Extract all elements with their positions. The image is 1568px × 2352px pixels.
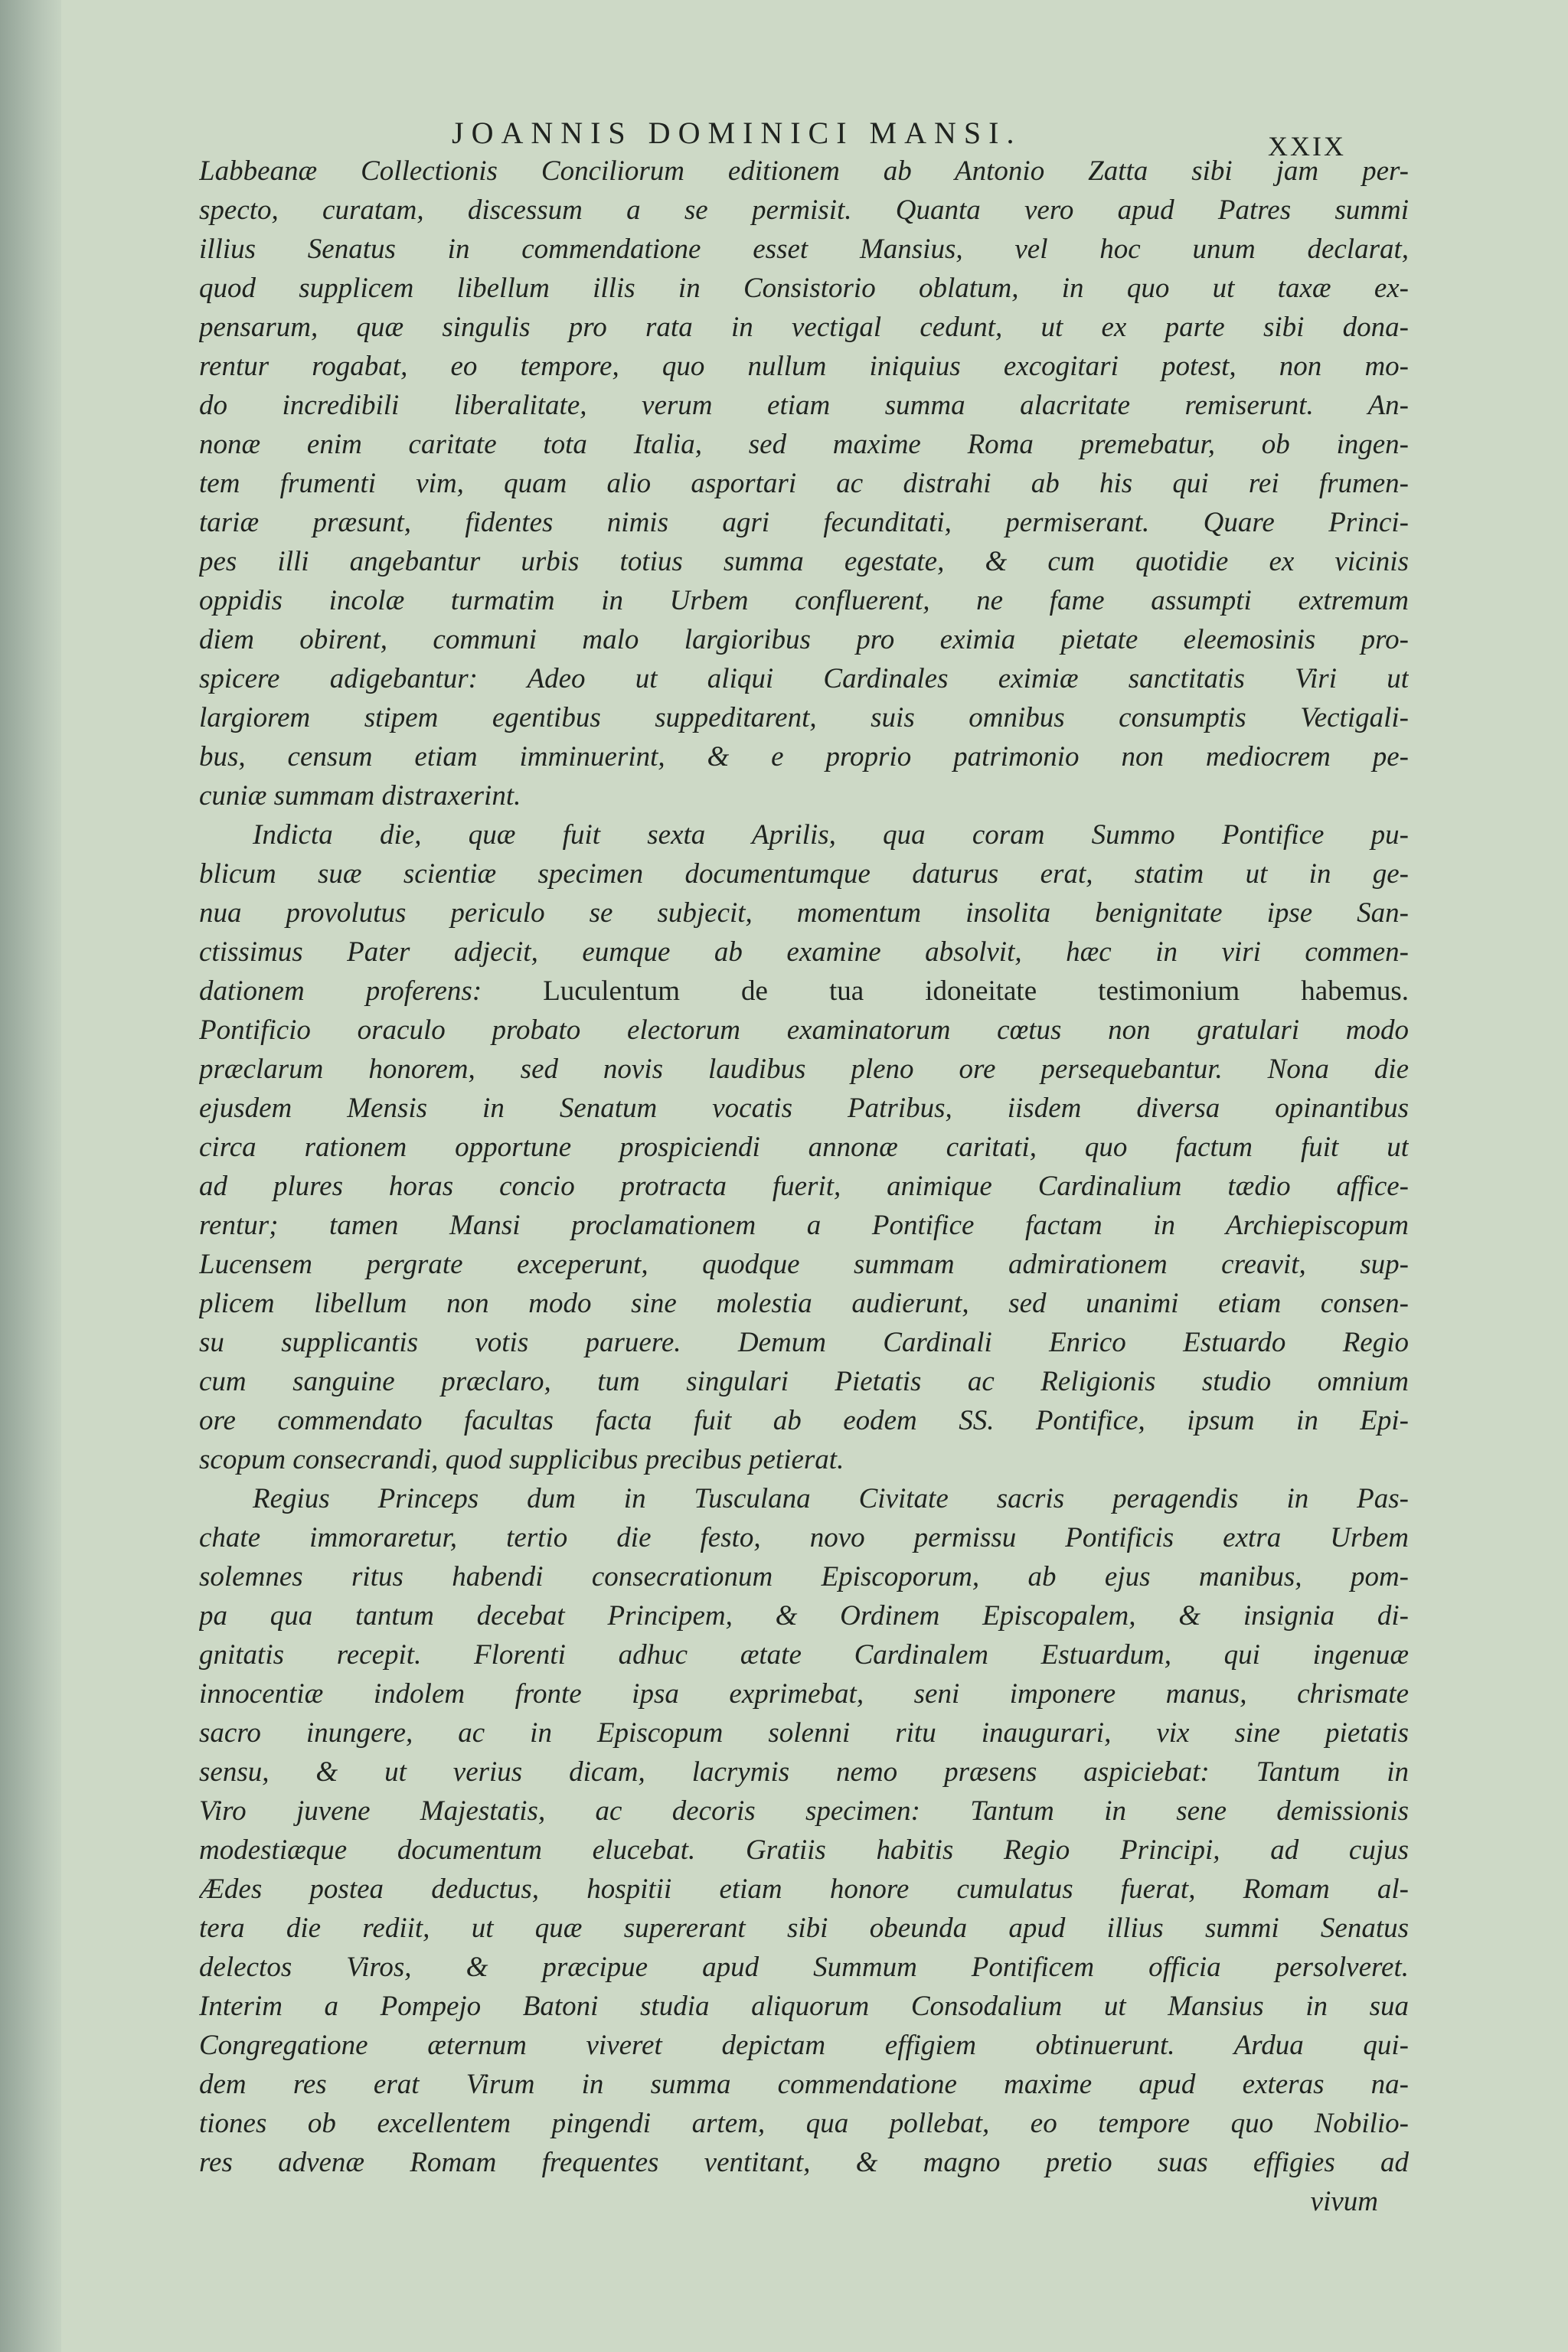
- text-line: delectos Viros, & præcipue apud Summum Pontificem officia persolveret.: [199, 1952, 1409, 1983]
- text-line: præclarum honorem, sed novis laudibus pleno ore persequebantur. Nona die: [199, 1054, 1409, 1085]
- paragraph-first-line: Regius Princeps dum in Tusculana Civitate sacris peragendis in Pas-: [253, 1483, 1409, 1514]
- text-line: illius Senatus in commendatione esset Mansius, vel hoc unum declarat,: [199, 234, 1409, 265]
- text-line: res advenæ Romam frequentes ventitant, & magno pretio suas effigies ad: [199, 2147, 1409, 2178]
- text-line: Labbeanæ Collectionis Conciliorum editionem ab Antonio Zatta sibi jam per-: [199, 155, 1409, 187]
- text-line: nonæ enim caritate tota Italia, sed maxime Roma premebatur, ob ingen-: [199, 429, 1409, 460]
- catchword: vivum: [1310, 2186, 1378, 2217]
- paragraph-end-line: cuniæ summam distraxerint.: [199, 780, 521, 812]
- text-line: pes illi angebantur urbis totius summa egestate, & cum quotidie ex vicinis: [199, 546, 1409, 577]
- text-line: dem res erat Virum in summa commendatione maxime apud exteras na-: [199, 2069, 1409, 2100]
- text-line: diem obirent, communi malo largioribus pro eximia pietate eleemosinis pro-: [199, 624, 1409, 655]
- text-line: gnitatis recepit. Florenti adhuc ætate Cardinalem Estuardum, qui ingenuæ: [199, 1639, 1409, 1671]
- text-line: pensarum, quæ singulis pro rata in vectigal cedunt, ut ex parte sibi dona-: [199, 312, 1409, 343]
- papal-quote: Luculentum de tua idoneitate testimonium habemus.: [543, 975, 1409, 1007]
- text-line: sacro inungere, ac in Episcopum solenni ritu inaugurari, vix sine pietatis: [199, 1717, 1409, 1749]
- book-gutter: [0, 0, 61, 2352]
- book-page: [61, 0, 1568, 2352]
- text-line: Lucensem pergrate exceperunt, quodque summam admirationem creavit, sup-: [199, 1249, 1409, 1280]
- text-line: specto, curatam, discessum a se permisit. Quanta vero apud Patres summi: [199, 194, 1409, 226]
- body-text: [199, 152, 1409, 2221]
- text-line: Interim a Pompejo Batoni studia aliquorum Consodalium ut Mansius in sua: [199, 1991, 1409, 2022]
- text-line: oppidis incolæ turmatim in Urbem confluerent, ne fame assumpti extremum: [199, 585, 1409, 616]
- text-line: largiorem stipem egentibus suppeditarent, suis omnibus consumptis Vectigali-: [199, 702, 1409, 733]
- text-line: nua provolutus periculo se subjecit, momentum insolita benignitate ipse San-: [199, 897, 1409, 929]
- text-line: tiones ob excellentem pingendi artem, qua pollebat, eo tempore quo Nobilio-: [199, 2108, 1409, 2139]
- text-line-with-quote: [199, 972, 1409, 1011]
- text-line: quod supplicem libellum illis in Consistorio oblatum, in quo ut taxæ ex-: [199, 273, 1409, 304]
- text-line: ad plures horas concio protracta fuerit, animique Cardinalium tædio affice-: [199, 1171, 1409, 1202]
- text-line: bus, censum etiam imminuerint, & e proprio patrimonio non mediocrem pe-: [199, 741, 1409, 773]
- text-line: sensu, & ut verius dicam, lacrymis nemo præsens aspiciebat: Tantum in: [199, 1756, 1409, 1788]
- running-head: JOANNIS DOMINICI MANSI.: [452, 116, 1022, 150]
- text-line: plicem libellum non modo sine molestia audierunt, sed unanimi etiam consen-: [199, 1288, 1409, 1319]
- text-line: rentur rogabat, eo tempore, quo nullum iniquius excogitari potest, non mo-: [199, 351, 1409, 382]
- text-line: ctissimus Pater adjecit, eumque ab examine absolvit, hæc in viri commen-: [199, 936, 1409, 968]
- text-line: tem frumenti vim, quam alio asportari ac distrahi ab his qui rei frumen-: [199, 468, 1409, 499]
- text-line: spicere adigebantur: Adeo ut aliqui Cardinales eximiæ sanctitatis Viri ut: [199, 663, 1409, 694]
- page-number: XXIX: [1268, 131, 1346, 162]
- text-line: tariæ præsunt, fidentes nimis agri fecunditati, permiserant. Quare Princi-: [199, 507, 1409, 538]
- text-line: tera die rediit, ut quæ supererant sibi obeunda apud illius summi Senatus: [199, 1913, 1409, 1944]
- text-line: Ædes postea deductus, hospitii etiam honore cumulatus fuerat, Romam al-: [199, 1873, 1409, 1905]
- text-line: Pontificio oraculo probato electorum examinatorum cœtus non gratulari modo: [199, 1014, 1409, 1046]
- paragraph-first-line: Indicta die, quæ fuit sexta Aprilis, qua coram Summo Pontifice pu-: [253, 819, 1409, 851]
- text-line: su supplicantis votis paruere. Demum Cardinali Enrico Estuardo Regio: [199, 1327, 1409, 1358]
- text-line: Viro juvene Majestatis, ac decoris specimen: Tantum in sene demissionis: [199, 1795, 1409, 1827]
- text-line: Congregatione æternum viveret depictam effigiem obtinuerunt. Ardua qui-: [199, 2030, 1409, 2061]
- text-line: pa qua tantum decebat Principem, & Ordinem Episcopalem, & insignia di-: [199, 1600, 1409, 1632]
- text-line: circa rationem opportune prospiciendi annonæ caritati, quo factum fuit ut: [199, 1132, 1409, 1163]
- text-line: cum sanguine præclaro, tum singulari Pietatis ac Religionis studio omnium: [199, 1366, 1409, 1397]
- text-line: innocentiæ indolem fronte ipsa exprimebat, seni imponere manus, chrismate: [199, 1678, 1409, 1710]
- text-line: blicum suæ scientiæ specimen documentumque daturus erat, statim ut in ge-: [199, 858, 1409, 890]
- text-line: ejusdem Mensis in Senatum vocatis Patribus, iisdem diversa opinantibus: [199, 1093, 1409, 1124]
- paragraph-end-line: scopum consecrandi, quod supplicibus precibus petierat.: [199, 1444, 844, 1475]
- text-line: modestiæque documentum elucebat. Gratiis habitis Regio Principi, ad cujus: [199, 1834, 1409, 1866]
- text-line: rentur; tamen Mansi proclamationem a Pontifice factam in Archiepiscopum: [199, 1210, 1409, 1241]
- text-line: solemnes ritus habendi consecrationum Episcoporum, ab ejus manibus, pom-: [199, 1561, 1409, 1592]
- text-fragment: dationem proferens:: [199, 975, 544, 1007]
- text-line: do incredibili liberalitate, verum etiam summa alacritate remiserunt. An-: [199, 390, 1409, 421]
- text-line: chate immoraretur, tertio die festo, novo permissu Pontificis extra Urbem: [199, 1522, 1409, 1553]
- text-line: ore commendato facultas facta fuit ab eodem SS. Pontifice, ipsum in Epi-: [199, 1405, 1409, 1436]
